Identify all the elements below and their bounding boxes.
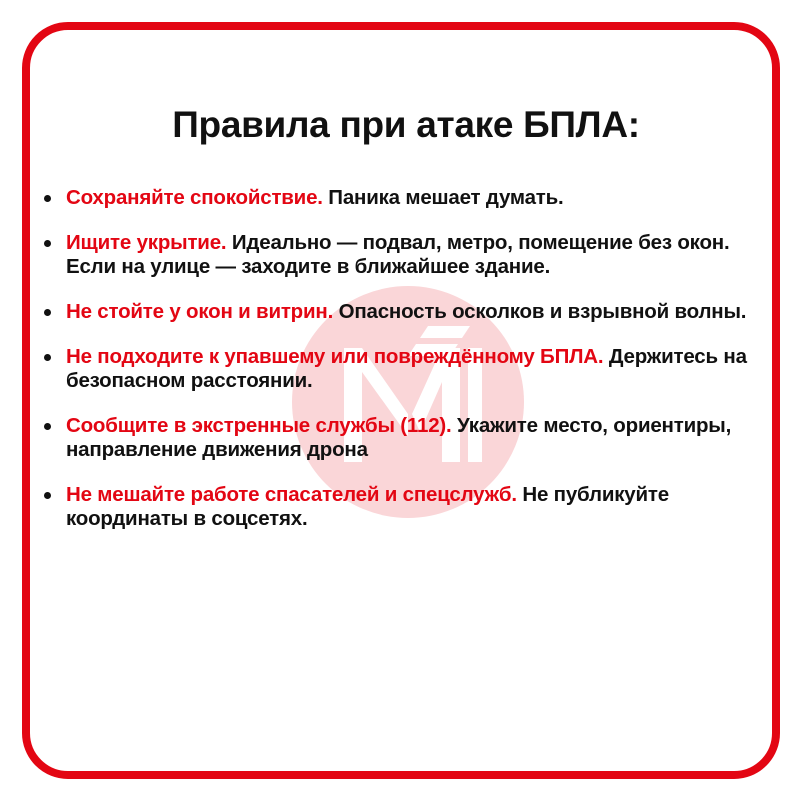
rule-text: Укажите место, ориентиры, направление движения дрона	[66, 414, 732, 461]
rule-item	[44, 186, 754, 210]
rule-item	[44, 345, 754, 393]
rule-item	[44, 231, 754, 279]
rule-highlight: Сообщите в экстренные службы (112).	[66, 414, 452, 437]
rule-item	[44, 414, 754, 462]
rule-item	[44, 483, 754, 531]
bullet-icon	[44, 354, 51, 361]
rule-highlight: Не стойте у окон и витрин.	[66, 300, 334, 323]
bullet-icon	[44, 309, 51, 316]
bullet-icon	[44, 423, 51, 430]
rule-text: Идеально — подвал, метро, помещение без окон. Если на улице — заходите в ближайшее здание.	[66, 231, 730, 278]
rule-text: Держитесь на безопасном расстоянии.	[66, 345, 747, 392]
rule-highlight: Ищите укрытие.	[66, 231, 227, 254]
bullet-icon	[44, 240, 51, 247]
bullet-icon	[44, 492, 51, 499]
rule-text: Опасность осколков и взрывной волны.	[333, 300, 747, 323]
rule-text: Паника мешает думать.	[322, 186, 564, 209]
bullet-icon	[44, 195, 51, 202]
rules-list	[44, 186, 754, 552]
rule-text: Не публикуйте координаты в соцсетях.	[66, 483, 669, 530]
rule-highlight: Сохраняйте спокойствие.	[66, 186, 323, 209]
rule-highlight: Не мешайте работе спасателей и спецслужб.	[66, 483, 517, 506]
page-title: Правила при атаке БПЛА:	[172, 104, 640, 145]
rule-item	[44, 300, 754, 324]
rule-highlight: Не подходите к упавшему или повреждённому БПЛА.	[66, 345, 604, 368]
